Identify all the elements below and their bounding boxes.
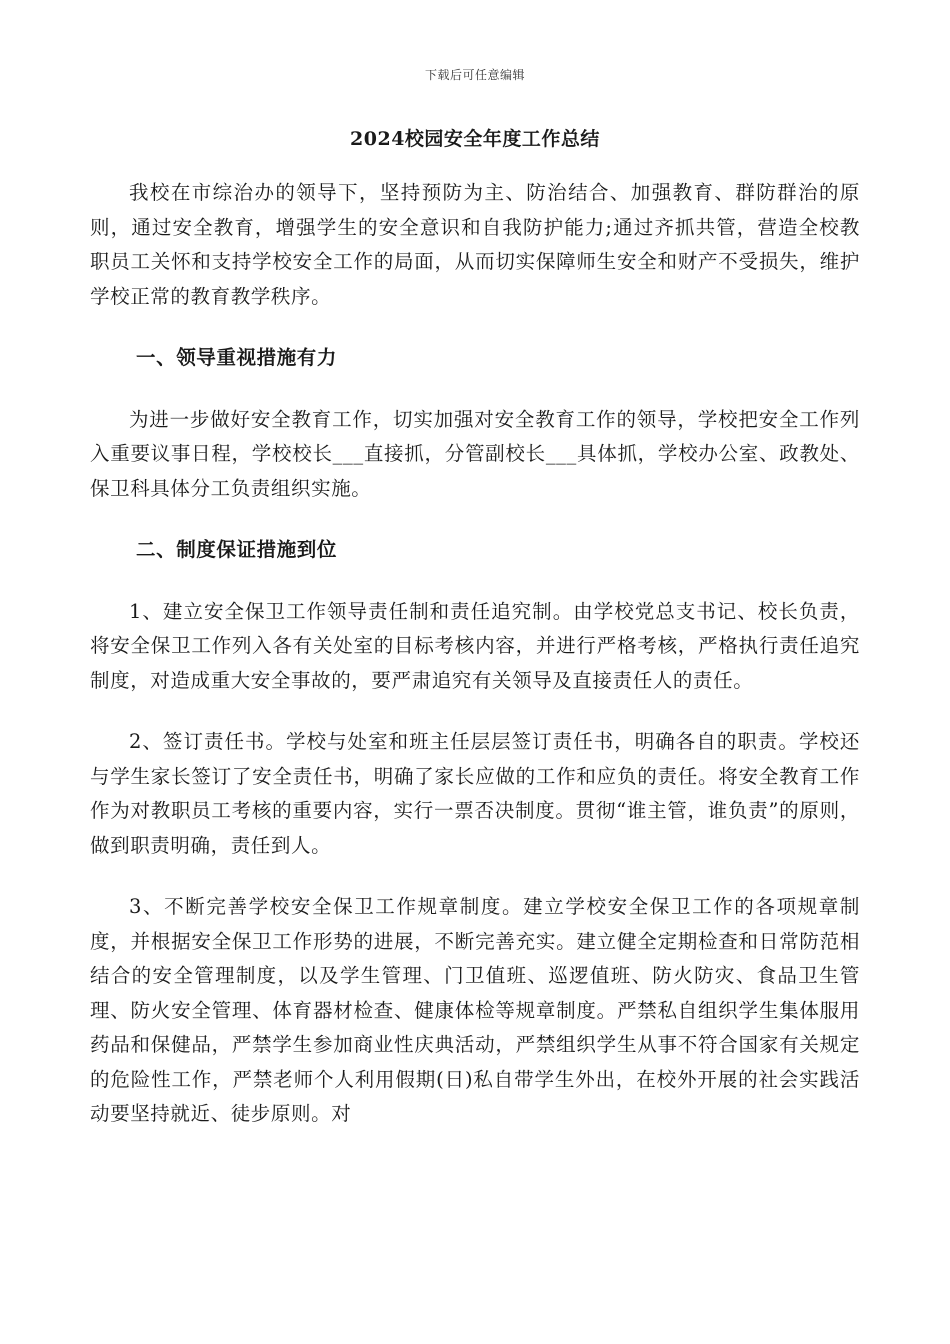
section2-item2-paragraph: 2、签订责任书。学校与处室和班主任层层签订责任书，明确各自的职责。学校还与学生家长签订了安全责任书，明确了家长应做的工作和应负的责任。将安全教育工作作为对教职员工考核的重要内容，实行一票否决制度。贯彻“谁主管，谁负责”的原则，做到职责明确，责任到人。 [90,730,860,857]
section-heading-2: 二、制度保证措施到位 [136,538,338,561]
section1-paragraph: 为进一步做好安全教育工作，切实加强对安全教育工作的领导，学校把安全工作列入重要议事日程，学校校长___直接抓，分管副校长___具体抓，学校办公室、政教处、保卫科具体分工负责组织实施。 [90,407,860,500]
section-heading-1: 一、领导重视措施有力 [136,346,338,369]
document-title: 2024校园安全年度工作总结 [350,128,600,150]
section2-item3-paragraph: 3、不断完善学校安全保卫工作规章制度。建立学校安全保卫工作的各项规章制度，并根据安全保卫工作形势的进展，不断完善充实。建立健全定期检查和日常防范相结合的安全管理制度，以及学生管理、门卫值班、巡逻值班、防火防灾、食品卫生管理、防火安全管理、体育器材检查、健康体检等规章制度。严禁私自组织学生集体服用药品和保健品，严禁学生参加商业性庆典活动，严禁组织学生从事不符合国家有关规定的危险性工作，严禁老师个人利用假期(日)私自带学生外出，在校外开展的社会实践活动要坚持就近、徒步原则。对 [90,895,860,1125]
section2-item1-paragraph: 1、建立安全保卫工作领导责任制和责任追究制。由学校党总支书记、校长负责，将安全保卫工作列入各有关处室的目标考核内容，并进行严格考核，严格执行责任追究制度，对造成重大安全事故的，要严肃追究有关领导及直接责任人的责任。 [90,599,860,692]
header-note: 下载后可任意编辑 [424,68,525,82]
intro-paragraph: 我校在市综治办的领导下，坚持预防为主、防治结合、加强教育、群防群治的原则，通过安全教育，增强学生的安全意识和自我防护能力;通过齐抓共管，营造全校教职员工关怀和支持学校安全工作的局面，从而切实保障师生安全和财产不受损失，维护学校正常的教育教学秩序。 [90,181,860,308]
document-body [90,176,860,1159]
